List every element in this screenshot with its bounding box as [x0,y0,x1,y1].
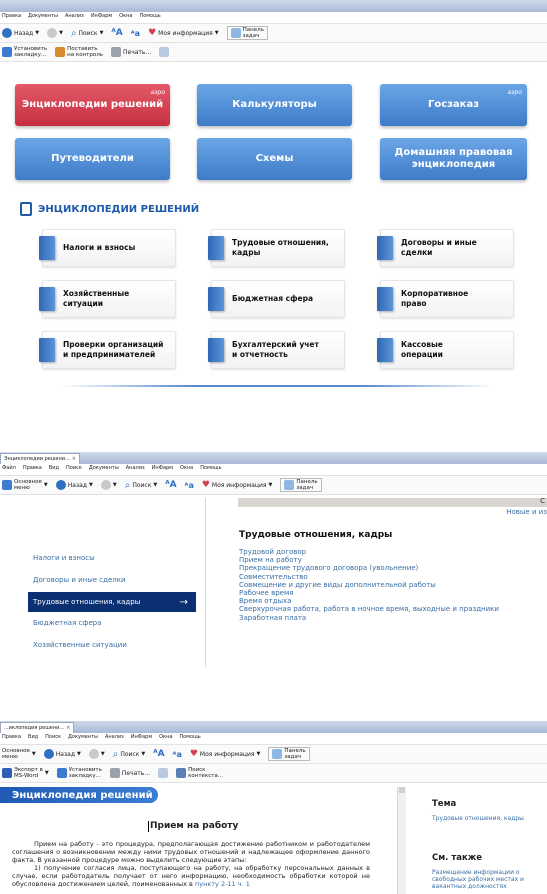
tile-calculators[interactable]: Калькуляторы [197,84,352,126]
main-menu-button[interactable]: Основное меню ▼ [2,479,48,491]
paragraph: Прием на работу - это процедура, предполагающая достижение работником и работодателем соглашения о возникновении между ними трудовых отношений и надлежащее оформление данного факта. В указанной процедуре можно выделить следующие этапы: [12,840,370,864]
export-word-button[interactable]: Экспорт в MS-Word ▼ [2,767,49,779]
menu-item[interactable]: ИнФарм [130,734,153,740]
search-button[interactable]: ⌕ Поиск ▼ [124,479,158,491]
card-accounting[interactable]: Бухгалтерский учет и отчетность [211,331,345,369]
menu-item[interactable]: Правка [2,734,22,740]
back-button[interactable]: Назад ▼ [2,28,39,38]
card-cash[interactable]: Кассовые операции [380,331,514,369]
card-taxes[interactable]: Налоги и взносы [42,229,176,267]
task-panel-button[interactable]: Панель задач [227,26,268,40]
nav-item-business[interactable]: Хозяйственные ситуации [33,641,127,649]
menu-item[interactable]: ИнФарм [90,13,113,19]
menu-item[interactable]: Окна [159,734,173,740]
left-nav [0,498,206,667]
menu-item[interactable]: Окна [179,465,194,471]
topic-link[interactable]: Совмещение и другие виды дополнительной работы [239,580,436,589]
topic-link[interactable]: Прием на работу [239,556,302,565]
search-icon: ⌕ [112,748,119,760]
card-corporate[interactable]: Корпоративное право [380,280,514,318]
forward-button[interactable]: ▼ [101,480,117,490]
book-icon [20,202,32,216]
printer-icon [110,768,120,778]
back-arrow-icon [56,480,66,490]
context-search-button[interactable]: Поиск контекста... [176,767,223,779]
document-button[interactable] [158,768,168,778]
aero-badge: аэро [507,89,522,96]
print-button[interactable]: Печать... [111,47,151,57]
window-titlebar [0,0,547,12]
printer-icon [111,47,121,57]
tab-document[interactable]: ...иклопедия решени... × [0,722,74,733]
document-button[interactable] [159,47,169,57]
card-budget[interactable]: Бюджетная сфера [211,280,345,318]
bookmark-icon [57,768,67,778]
tile-goszakaz[interactable]: Госзаказ аэро [380,84,527,126]
bookmark-button[interactable]: Установить закладку... [2,46,47,58]
font-increase-button[interactable]: ᴬA [111,28,123,38]
card-inspections[interactable]: Проверки организаций и предпринимателей [42,331,176,369]
close-icon[interactable]: × [66,725,71,731]
menu-item[interactable]: Документы [88,465,119,471]
book-icon [208,338,224,362]
document-icon [159,47,169,57]
screenshot-encyclopedias-home [0,0,547,400]
bookmark-button[interactable]: Установить закладку... [57,767,102,779]
font-increase-button[interactable]: ᴬA [153,749,165,759]
search-icon: ⌕ [70,27,77,39]
book-icon [39,236,55,260]
menu-item[interactable]: Документы [28,13,58,19]
encyclopedia-banner: Энциклопедия решений [0,787,158,803]
forward-button[interactable]: ▼ [47,28,63,38]
aero-badge: аэро [150,89,165,96]
my-info-button[interactable]: ♥ Моя информация ▼ [201,480,273,490]
my-info-button[interactable]: ♥ Моя информация ▼ [148,28,219,38]
menu-bar [0,12,547,24]
book-icon [39,338,55,362]
forward-button[interactable]: ▼ [89,749,105,759]
back-arrow-icon [44,749,54,759]
task-panel-button[interactable]: Панель задач [280,478,321,492]
book-icon [208,236,224,260]
nav-item-labor-selected[interactable]: Трудовые отношения, кадры → [28,592,196,612]
menu-item[interactable]: Файл [2,465,16,471]
book-icon [377,338,393,362]
menu-item[interactable]: Вид [28,734,39,740]
nav-item-contracts[interactable]: Договоры и иные сделки [33,576,126,584]
topic-link[interactable]: Трудовые отношения, кадры [432,815,524,822]
control-button[interactable]: Поставить на контроль [55,46,103,58]
paragraph: 1) получение согласия лица, поступающего на работу, на обработку персональных данных в случае, если работодатель получает от него информацию, необходимость обработки которой не обусловлена достижением целей, поименованных в пункту 2-11 ч. 1 [12,864,370,888]
topic-link[interactable]: Время отдыха [239,597,292,606]
forward-arrow-icon [89,749,99,759]
card-labor[interactable]: Трудовые отношения, кадры [211,229,345,267]
divider [60,385,495,387]
nav-item-budget[interactable]: Бюджетная сфера [33,619,102,627]
see-also-link[interactable]: Размещение информации о свободных рабочих местах и вакантных должностях [432,869,524,890]
back-button[interactable]: Назад ▼ [56,480,93,490]
task-panel-button[interactable]: Панель задач [268,747,309,761]
card-business[interactable]: Хозяйственные ситуации [42,280,176,318]
section-heading: Трудовые отношения, кадры [239,530,393,540]
law-link[interactable]: пункту 2-11 ч. 1 [194,880,250,888]
toolbar [0,745,547,764]
tab-bar [0,452,547,464]
print-button[interactable]: Печать... [110,768,150,778]
heart-icon: ♥ [189,749,198,759]
menu-item[interactable]: Анализ [104,734,124,740]
menu-item[interactable]: Поиск [45,734,62,740]
main-menu-button[interactable]: Основное меню ▼ [2,748,36,760]
book-icon [377,236,393,260]
menu-item[interactable]: Помощь [139,13,161,19]
back-arrow-icon [2,28,12,38]
topic-link[interactable]: Сверхурочная работа, работа в ночное время, выходные и праздники [239,605,499,614]
font-increase-button[interactable]: ᴬA [165,480,177,490]
back-button[interactable]: Назад ▼ [44,749,81,759]
document-icon [158,768,168,778]
toolbar-secondary [0,764,547,783]
menu-icon [2,480,12,490]
nav-item-taxes[interactable]: Налоги и взносы [33,554,95,562]
search-button[interactable]: ⌕ Поиск ▼ [70,27,104,39]
header-bar: С [238,498,547,507]
heart-icon: ♥ [201,480,210,490]
vertical-scrollbar[interactable] [397,787,406,894]
panel-icon [272,749,282,759]
close-icon[interactable]: × [71,456,76,462]
see-also-heading: См. также [432,853,483,863]
menu-item[interactable]: Помощь [179,734,201,740]
search-button[interactable]: ⌕ Поиск ▼ [112,748,146,760]
topic-link[interactable]: Заработная плата [239,613,307,622]
menu-item[interactable]: Правка [22,465,42,471]
topic-link[interactable]: Прекращение трудового договора (увольнение) [239,564,419,573]
book-icon [208,287,224,311]
document-title: Прием на работу [150,821,239,831]
toolbar [0,24,547,43]
document-body [12,840,370,888]
toolbar [0,476,547,495]
screenshot-document-view [0,721,547,894]
topic-heading: Тема [432,799,457,809]
topic-link[interactable]: Рабочее время [239,589,294,598]
card-contracts[interactable]: Договоры и иные сделки [380,229,514,267]
menu-item[interactable]: Документы [68,734,98,740]
forward-arrow-icon [47,28,57,38]
word-icon [2,768,12,778]
tab-bar [0,721,547,733]
new-and-changed-link[interactable]: Новые и из [506,508,547,516]
search-icon: ⌕ [124,479,131,491]
menu-item[interactable]: Поиск [66,465,82,471]
menu-item[interactable]: Анализ [125,465,145,471]
control-icon [55,47,65,57]
menu-item[interactable]: Анализ [64,13,84,19]
forward-arrow-icon [101,480,111,490]
font-decrease-button[interactable]: ᴬa [172,749,182,759]
menu-item[interactable]: Помощь [200,465,222,471]
heart-icon: ♥ [148,28,157,38]
book-icon [39,287,55,311]
book-icon [377,287,393,311]
menu-bar [0,464,547,476]
bookmark-icon [2,47,12,57]
tile-home-legal-encyclopedia[interactable]: Домашняя правовая энциклопедия [380,138,527,180]
tile-solutions-encyclopedia[interactable]: Энциклопедии решений аэро [15,84,170,126]
menu-item[interactable]: Окна [119,13,133,19]
menu-item[interactable]: Вид [48,465,59,471]
tile-schemes[interactable]: Схемы [197,138,352,180]
font-decrease-button[interactable]: ᴬa [130,28,141,38]
topic-links [239,548,499,622]
panel-icon [284,480,294,490]
menu-bar [0,733,547,745]
menu-item[interactable]: ИнФарм [151,465,173,471]
menu-item[interactable]: Правка [2,13,22,19]
my-info-button[interactable]: ♥ Моя информация ▼ [189,749,261,759]
font-decrease-button[interactable]: ᴬa [184,480,194,490]
tab-encyclopedia[interactable]: Энциклопедии решени... × [0,453,80,464]
section-title: ЭНЦИКЛОПЕДИИ РЕШЕНИЙ [20,202,199,216]
topic-link[interactable]: Совместительство [239,572,308,581]
topic-link[interactable]: Трудовой договор [239,548,307,556]
screenshot-labor-section [0,452,547,667]
toolbar-secondary [0,43,547,62]
tile-guides[interactable]: Путеводители [15,138,170,180]
panel-icon [231,28,241,38]
binoculars-icon [176,768,186,778]
arrow-right-icon: → [179,596,188,608]
